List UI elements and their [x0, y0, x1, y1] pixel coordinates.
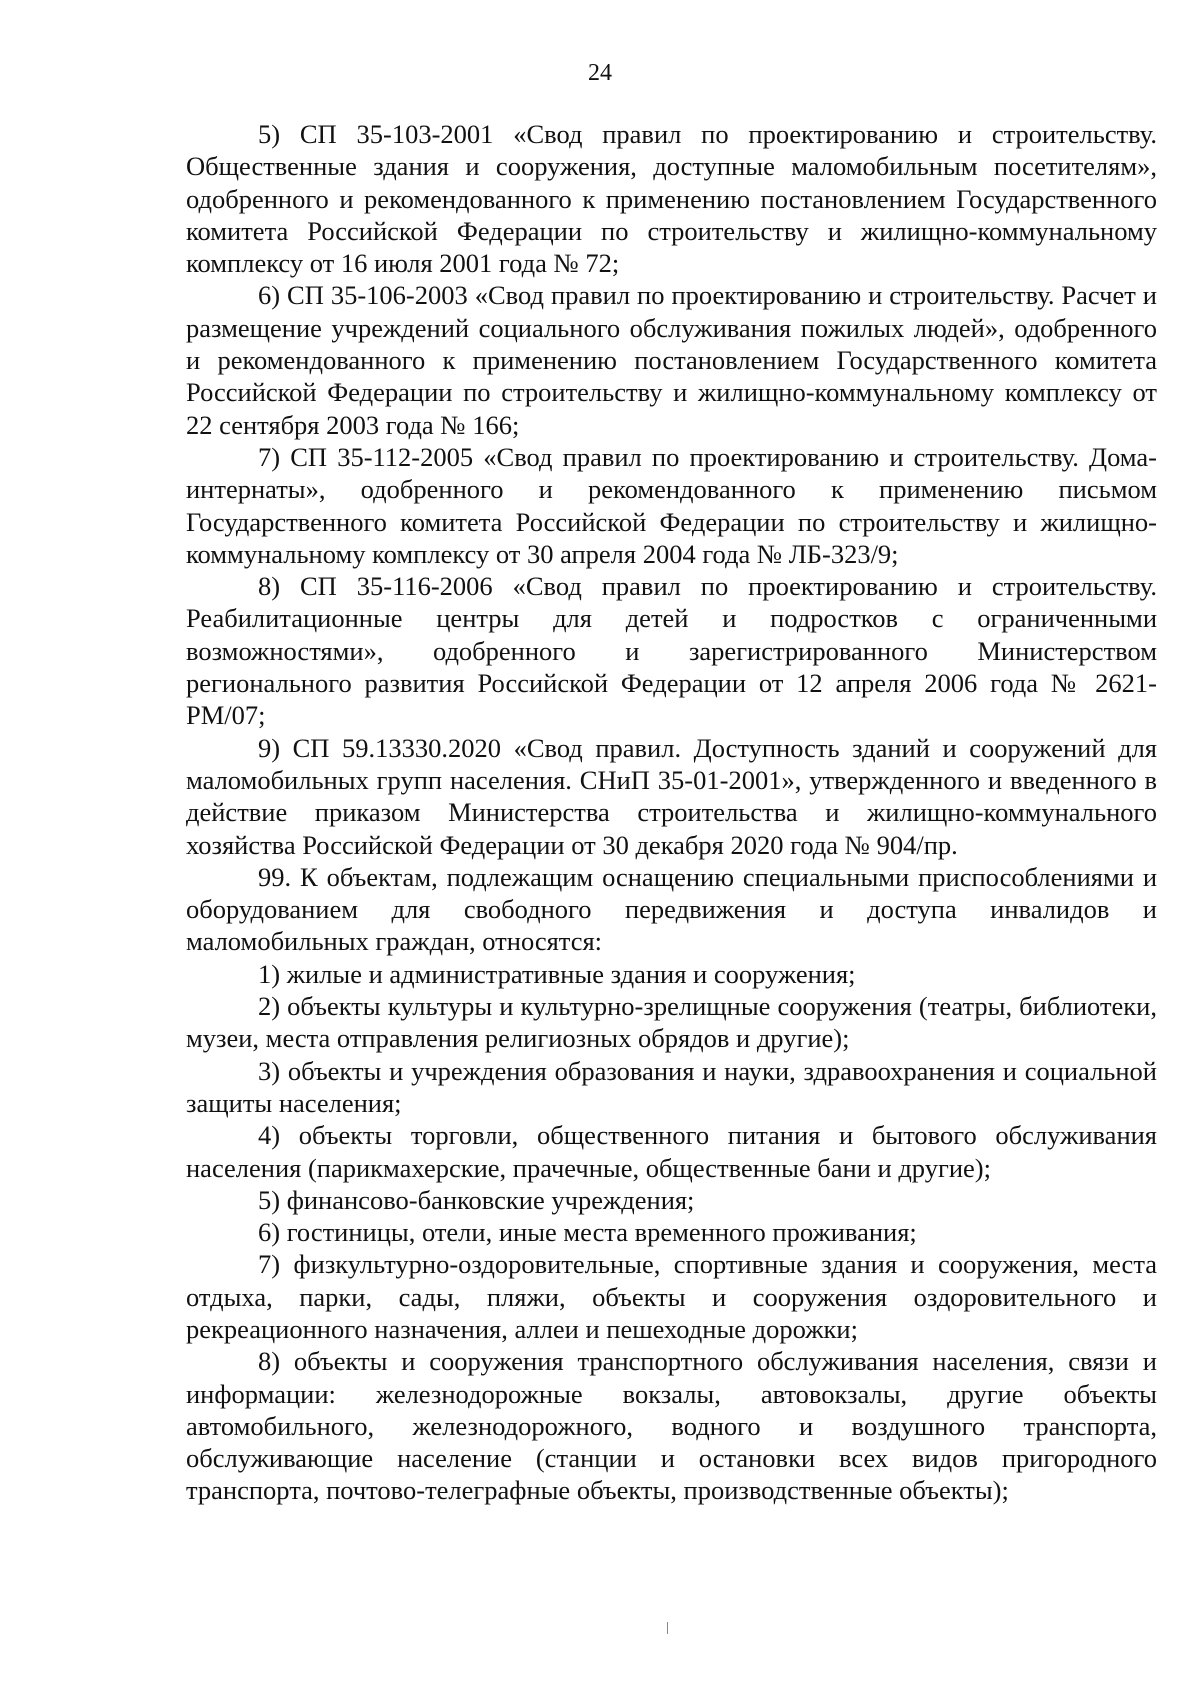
- paragraph-item-7-sp-35-112-2005: 7) СП 35-112-2005 «Свод правил по проектированию и строительству. Дома-интернаты», одобренного и рекомендованного к применению письмом Государственного комитета Российской Федерации по строительству и жилищно-коммунальному комплексу от 30 апреля 2004 года № ЛБ-323/9;: [186, 441, 1157, 569]
- list-item-hotels: 6) гостиницы, отели, иные места временного проживания;: [258, 1217, 917, 1248]
- list-item-finance-banking: 5) финансово-банковские учреждения;: [258, 1184, 695, 1215]
- page-number: 24: [588, 60, 612, 86]
- paragraph-section-99: 99. К объектам, подлежащим оснащению специальными приспособлениями и оборудованием для свободного передвижения и доступа инвалидов и маломобильных граждан, относятся:: [186, 861, 1157, 957]
- list-item-culture: 2) объекты культуры и культурно-зрелищные сооружения (театры, библиотеки, музеи, места отправления религиозных обрядов и другие);: [186, 991, 1157, 1054]
- list-item-education-health: 3) объекты и учреждения образования и науки, здравоохранения и социальной защиты населения;: [186, 1055, 1157, 1118]
- document-body: [186, 118, 1157, 1507]
- paragraph-item-8-sp-35-116-2006: 8) СП 35-116-2006 «Свод правил по проектированию и строительству. Реабилитационные центры для детей и подростков с ограниченными возможностями», одобренного и зарегистрированного Министерством регионального развития Российской Федерации от 12 апреля 2006 года № 2621-РМ/07;: [186, 571, 1157, 731]
- scan-mark: [667, 1622, 668, 1634]
- list-item-sports-recreation: 7) физкультурно-оздоровительные, спортивные здания и сооружения, места отдыха, парки, сады, пляжи, объекты и сооружения оздоровительного и рекреационного назначения, аллеи и пешеходные дорожки;: [186, 1249, 1157, 1344]
- list-item-trade-services: 4) объекты торговли, общественного питания и бытового обслуживания населения (парикмахерские, прачечные, общественные бани и другие);: [186, 1120, 1157, 1183]
- paragraph-item-9-sp-59-13330-2020: 9) СП 59.13330.2020 «Свод правил. Доступность зданий и сооружений для маломобильных групп населения. СНиП 35-01-2001», утвержденного и введенного в действие приказом Министерства строительства и жилищно-коммунального хозяйства Российской Федерации от 30 декабря 2020 года № 904/пр.: [186, 732, 1157, 860]
- list-item-transport-communication: 8) объекты и сооружения транспортного обслуживания населения, связи и информации: железнодорожные вокзалы, автовокзалы, другие объекты автомобильного, железнодорожного, водного и воздушного транспорта, обслуживающие население (станции и остановки всех видов пригородного транспорта, почтово-телеграфные объекты, производственные объекты);: [186, 1346, 1157, 1506]
- paragraph-item-5-sp-35-103-2001: 5) СП 35-103-2001 «Свод правил по проектированию и строительству. Общественные здания и сооружения, доступные маломобильным посетителям», одобренного и рекомендованного к применению постановлением Государственного комитета Российской Федерации по строительству и жилищно-коммунальному комплексу от 16 июля 2001 года № 72;: [186, 119, 1157, 279]
- list-item-residential-administrative: 1) жилые и административные здания и сооружения;: [258, 958, 856, 989]
- paragraph-item-6-sp-35-106-2003: 6) СП 35-106-2003 «Свод правил по проектированию и строительству. Расчет и размещение учреждений социального обслуживания пожилых людей», одобренного и рекомендованного к применению постановлением Государственного комитета Российской Федерации по строительству и жилищно-коммунальному комплексу от 22 сентября 2003 года № 166;: [186, 280, 1157, 440]
